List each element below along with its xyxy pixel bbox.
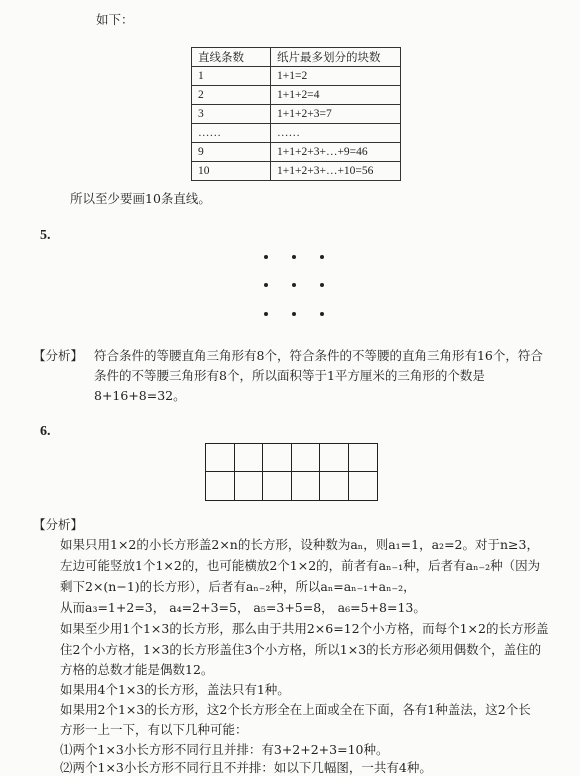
analysis-6-line: ⑴两个1×3小长方形不同行且并排：有3+2+2+3=10种。 [60,742,389,757]
analysis-6-line: 从而a₃=1+2=3， a₄=2+3=5， a₅=3+5=8， a₆=5+8=13。 [60,600,426,615]
conclusion-text: 所以至少要画10条直线。 [70,191,211,206]
analysis-6-line: 方形一上一下，有以下几种可能： [60,722,248,737]
rectangle-grid-2x6 [205,443,378,501]
grid-cell [206,444,235,472]
table-cell: 1+1+2=4 [271,86,401,105]
analysis-6-line: 如果用4个1×3的长方形，盖法只有1种。 [60,682,290,697]
table-cell: …… [271,124,401,143]
grid-cell [235,444,264,472]
table-row [192,67,401,86]
question-number-6: 6. [40,424,51,439]
table-row [192,143,401,162]
table-row [192,105,401,124]
dot [264,255,268,259]
table-header-cell: 直线条数 [192,48,271,67]
grid-cell [263,472,292,500]
analysis-6-line: 住2个小方格，1×3的长方形盖住3个小方格，所以1×3的长方形必须用偶数个，盖住的 [60,642,542,657]
grid-cell [349,472,378,500]
table-cell: 1 [192,67,271,86]
analysis-6-line: 如果用2个1×3的长方形，这2个长方形全在上面或全在下面，各有1种盖法，这2个长 [60,702,531,717]
table-cell: 1+1+2+3+…+9=46 [271,143,401,162]
analysis-6-line: 如果至少用1个1×3的长方形，那么由于共用2×6=12个小方格，而每个1×2的长方形盖 [60,621,549,636]
dot [320,255,324,259]
grid-cell [292,472,321,500]
question-number-5: 5. [40,228,51,243]
analysis-5-line: 符合条件的等腰直角三角形有8个，符合条件的不等腰的直角三角形有16个，符合 [94,348,543,363]
grid-cell [206,472,235,500]
grid-cell [292,444,321,472]
table-row [192,162,401,181]
grid-cell [235,472,264,500]
analysis-6-line: 方格的总数才能是偶数12。 [60,662,214,677]
table-cell: 10 [192,162,271,181]
table-header-row [192,48,401,67]
dot [292,283,296,287]
dot [292,312,296,316]
analysis-tag-6: 【分析】 [33,517,84,532]
analysis-5-line: 8+16+8=32。 [94,388,186,403]
dot [320,283,324,287]
grid-cell [263,444,292,472]
analysis-6-line: ⑵两个1×3小长方形不同行且不并排：如以下几幅图，一共有4种。 [60,760,432,775]
analysis-5-line: 条件的不等腰三角形有8个，所以面积等于1平方厘米的三角形的个数是 [94,368,485,383]
intro-text: 如下： [96,12,134,27]
table-header-cell: 纸片最多划分的块数 [271,48,401,67]
table-cell: 1+1=2 [271,67,401,86]
grid-cell [320,444,349,472]
dot [264,312,268,316]
table-cell: 9 [192,143,271,162]
analysis-6-line: 剩下2×(n−1)的长方形），后者有aₙ₋₂种，所以aₙ=aₙ₋₁+aₙ₋₂， [60,579,416,594]
grid-cell [349,444,378,472]
table-row [192,86,401,105]
grid-cell [320,472,349,500]
dot [264,283,268,287]
table-cell: 2 [192,86,271,105]
analysis-6-line: 左边可能竖放1个1×2的，也可能横放2个1×2的，前者有aₙ₋₁种，后者有aₙ₋₂种（因为 [60,558,541,573]
analysis-6-line: 如果只用1×2的小长方形盖2×n的长方形，设种数为aₙ，则a₁=1，a₂=2。对于n≥3， [60,537,539,552]
table-cell: 1+1+2+3=7 [271,105,401,124]
data-table [191,47,401,181]
dot [320,312,324,316]
table-cell: …… [192,124,271,143]
analysis-tag-5: 【分析】 [33,348,84,363]
table-cell: 1+1+2+3+…+10=56 [271,162,401,181]
table-row [192,124,401,143]
table-cell: 3 [192,105,271,124]
dot [292,255,296,259]
